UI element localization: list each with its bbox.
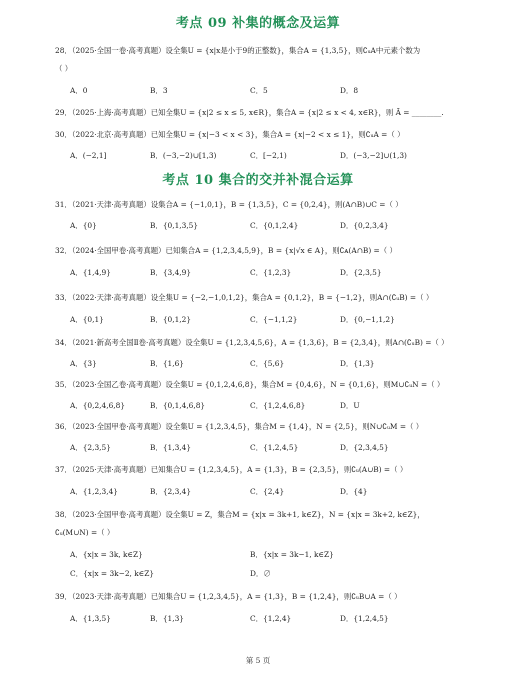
- option-c: C．{1,2,4,5}: [250, 443, 299, 452]
- options-28: [70, 84, 500, 97]
- option-d: D．{1,3}: [340, 359, 375, 368]
- option-a: A．{1,2,3,4}: [70, 487, 118, 496]
- question-37: 37．（2025·天津·高考真题）已知集合U = {1,2,3,4,5}，A = {1,3}，B = {2,3,5}，则∁ᵤ(A∪B) =（ ）: [55, 465, 408, 474]
- option-b: B．{1,3}: [150, 614, 184, 623]
- option-b: B．{0,1,3,5}: [150, 221, 199, 230]
- options-36: [70, 441, 500, 454]
- option-c: C．{1,2,4}: [250, 614, 292, 623]
- page-number: 第 5 页: [245, 656, 271, 665]
- option-c: C．{0,1,2,4}: [250, 221, 299, 230]
- question-38: 38．（2023·全国甲卷·高考真题）设全集U = Z，集合M = {x|x = 3k+1, k∈Z}，N = {x|x = 3k+2, k∈Z}，: [55, 510, 425, 519]
- section-title-09: 考点 09 补集的概念及运算: [175, 16, 341, 31]
- option-c: C．{1,2,3}: [250, 268, 292, 277]
- options-34: [70, 357, 500, 370]
- option-d: D．{0,−1,1,2}: [340, 315, 395, 324]
- option-a: A．(−2,1]: [70, 151, 107, 160]
- options-39: [70, 612, 500, 625]
- option-a: A．{x|x = 3k, k∈Z}: [70, 550, 143, 559]
- options-32: [70, 266, 500, 279]
- option-b: B．{1,6}: [150, 359, 184, 368]
- question-33: 33．（2022·天津·高考真题）设全集U = {−2,−1,0,1,2}，集合A = {0,1,2}，B = {−1,2}，则A∩(∁ᵤB) =（ ）: [55, 293, 434, 302]
- question-39: 39．（2023·天津·高考真题）已知集合U = {1,2,3,4,5}，A = {1,3}，B = {1,2,4}，则∁ᵤB∪A =（ ）: [55, 592, 402, 601]
- options-38-ab: [70, 548, 500, 561]
- option-d: D．8: [340, 86, 359, 95]
- question-30: 30．（2022·北京·高考真题）已知全集U = {x|−3 < x < 3}，集合A = {x|−2 < x ≤ 1}，则∁ᵤA =（ ）: [55, 130, 405, 139]
- option-a: A．0: [70, 86, 88, 95]
- option-a: A．{0,2,4,6,8}: [70, 401, 126, 410]
- option-b: B．{3,4,9}: [150, 268, 192, 277]
- option-c: C．{2,4}: [250, 487, 285, 496]
- options-31: [70, 219, 500, 232]
- question-36: 36．（2023·全国甲卷·高考真题）设全集U = {1,2,3,4,5}，集合M = {1,4}，N = {2,5}，则N∪∁ᵤM =（ ）: [55, 422, 424, 431]
- option-a: A．{1,3,5}: [70, 614, 111, 623]
- option-d: D．{1,2,4,5}: [340, 614, 389, 623]
- option-a: A．{3}: [70, 359, 97, 368]
- option-d: D．{2,3,4,5}: [340, 443, 389, 452]
- section-title-10: 考点 10 集合的交并补混合运算: [162, 173, 354, 188]
- options-35: [70, 399, 500, 412]
- question-29: 29．（2025·上海·高考真题）已知全集U = {x|2 ≤ x ≤ 5, x∈R}，集合A = {x|2 ≤ x < 4, x∈R}，则 Ā = ________.: [55, 108, 444, 117]
- options-37: [70, 485, 500, 498]
- option-b: B．{1,3,4}: [150, 443, 192, 452]
- option-d: D．{4}: [340, 487, 368, 496]
- question-28: 28．（2025·全国一卷·高考真题）设全集U = {x|x是小于9的正整数}，集合A = {1,3,5}，则∁ᵤA中元素个数为: [55, 46, 421, 55]
- option-b: B．{x|x = 3k−1, k∈Z}: [250, 550, 334, 559]
- question-31: 31．（2021·天津·高考真题）设集合A = {−1,0,1}，B = {1,3,5}，C = {0,2,4}，则(A∩B)∪C =（ ）: [55, 200, 403, 209]
- option-b: B．{0,1,4,6,8}: [150, 401, 206, 410]
- option-c: C．{−1,1,2}: [250, 315, 298, 324]
- option-b: B．3: [150, 86, 168, 95]
- option-c: C．{5,6}: [250, 359, 285, 368]
- option-b: B．(−3,−2)∪[1,3): [150, 151, 217, 160]
- option-c: C．{x|x = 3k−2, k∈Z}: [70, 569, 155, 578]
- question-38-line2: ∁ᵤ(M∪N) =（ ）: [55, 528, 115, 537]
- option-d: D．(−3,−2]∪(1,3): [340, 151, 407, 160]
- option-c: C．{1,2,4,6,8}: [250, 401, 306, 410]
- option-b: B．{2,3,4}: [150, 487, 192, 496]
- option-a: A．{1,4,9}: [70, 268, 111, 277]
- option-a: A．{0}: [70, 221, 97, 230]
- option-c: C．5: [250, 86, 268, 95]
- option-d: D．{2,3,5}: [340, 268, 382, 277]
- question-35: 35．（2023·全国乙卷·高考真题）设全集U = {0,1,2,4,6,8}，集合M = {0,4,6}，N = {0,1,6}，则M∪∁ᵤN =（ ）: [55, 380, 445, 389]
- question-28-bracket: （ ）: [55, 64, 73, 73]
- question-34: 34．（2021·新高考全国Ⅱ卷·高考真题）设全集U = {1,2,3,4,5,6}，A = {1,3,6}，B = {2,3,4}，则A∩(∁ᵤB) =（ ）: [55, 338, 449, 347]
- option-d: D．U: [340, 401, 360, 410]
- options-38-cd: [70, 567, 500, 580]
- options-30: [70, 149, 500, 162]
- option-b: B．{0,1,2}: [150, 315, 192, 324]
- option-a: A．{2,3,5}: [70, 443, 111, 452]
- question-32: 32．（2024·全国甲卷·高考真题）已知集合A = {1,2,3,4,5,9}，B = {x|√x ∈ A}，则∁ᴀ(A∩B) =（ ）: [55, 246, 397, 255]
- option-a: A．{0,1}: [70, 315, 104, 324]
- options-33: [70, 313, 500, 326]
- option-c: C．[−2,1): [250, 151, 287, 160]
- option-d: D．{0,2,3,4}: [340, 221, 389, 230]
- option-d: D．∅: [250, 569, 271, 578]
